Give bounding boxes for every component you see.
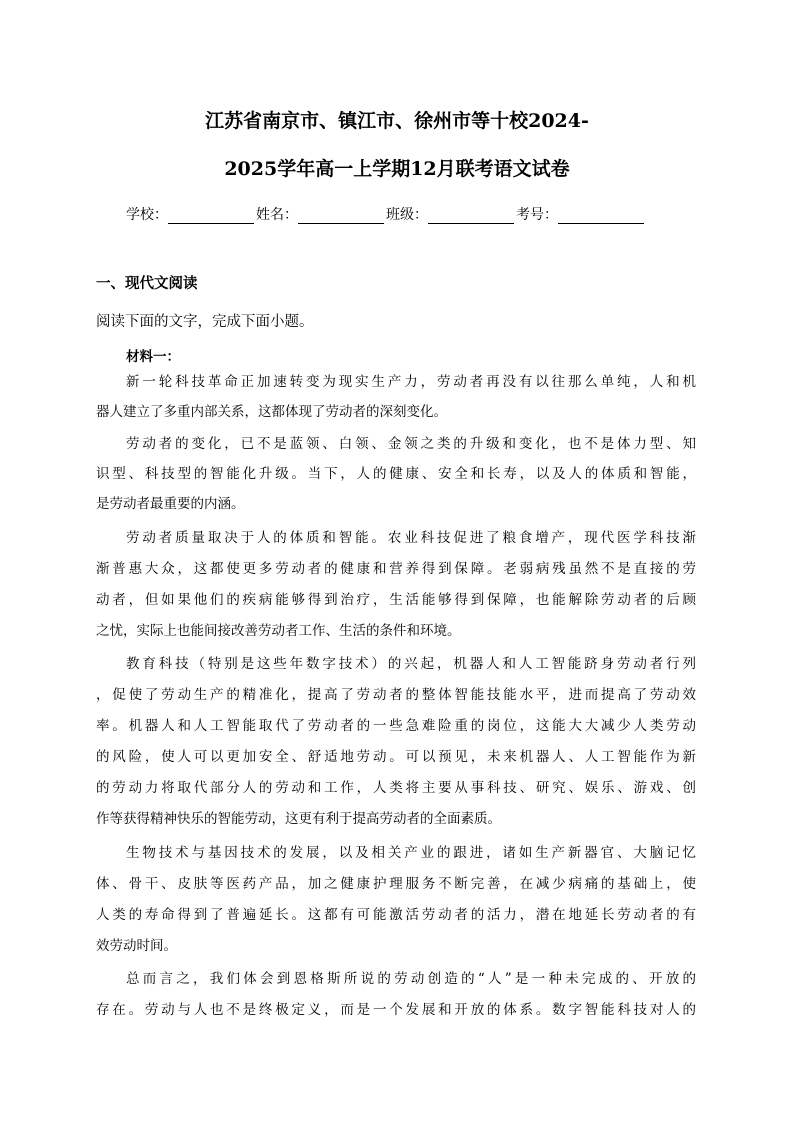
- text-line: 存在。劳动与人也不是终极定义，而是一个发展和开放的体系。数字智能科技对人的: [96, 1002, 696, 1018]
- text-line: 新一轮科技革命正加速转变为现实生产力，劳动者再没有以往那么单纯，人和机: [126, 374, 696, 390]
- text-line: 劳动者的变化，已不是蓝领、白领、金领之类的升级和变化，也不是体力型、知: [126, 436, 696, 452]
- text-line: 作等获得精神快乐的智能劳动，这更有利于提高劳动者的全面素质。: [96, 811, 501, 827]
- name-blank[interactable]: [298, 209, 384, 224]
- text-line: 之忧，实际上也能间接改善劳动者工作、生活的条件和环境。: [96, 623, 461, 639]
- text-line: 效劳动时间。: [96, 938, 177, 954]
- text-line: 的风险，使人可以更加安全、舒适地劳动。可以预见，未来机器人、人工智能作为新: [96, 749, 696, 765]
- text-line: 总而言之，我们体会到恩格斯所说的劳动创造的“人”是一种未完成的、开放的: [126, 971, 696, 987]
- text-line: 渐普惠大众，这都使更多劳动者的健康和营养得到保障。老弱病残虽然不是直接的劳: [96, 561, 696, 577]
- text-line: 生物技术与基因技术的发展，以及相关产业的跟进，诸如生产新器官、大脑记忆: [126, 845, 696, 861]
- school-label: 学校：: [126, 207, 168, 223]
- text-line: 劳动者质量取决于人的体质和智能。农业科技促进了粮食增产，现代医学科技渐: [126, 530, 696, 546]
- text-line: 识型、科技型的智能化升级。当下，人的健康、安全和长寿，以及人的体质和智能，: [96, 466, 696, 482]
- class-field: [386, 204, 516, 224]
- text-line: 率。机器人和人工智能取代了劳动者的一些急难险重的岗位，这能大大减少人类劳动: [96, 718, 696, 734]
- exam-title-line-2: 2025学年高一上学期12月联考语文试卷: [224, 158, 570, 180]
- reading-instruction: 阅读下面的文字，完成下面小题。: [96, 314, 314, 330]
- section-title: 一、现代文阅读: [96, 276, 198, 292]
- text-line: 是劳动者最重要的内涵。: [96, 496, 245, 512]
- text-line: 器人建立了多重内部关系，这都体现了劳动者的深刻变化。: [96, 404, 447, 420]
- exam-title-line-1: 江苏省南京市、镇江市、徐州市等十校2024-: [205, 110, 589, 132]
- exam-no-blank[interactable]: [558, 209, 644, 224]
- text-line: 动者，但如果他们的疾病能够得到治疗，生活能够得到保障，也能解除劳动者的后顾: [96, 592, 696, 608]
- text-line: 教育科技（特别是这些年数字技术）的兴起，机器人和人工智能跻身劳动者行列: [126, 656, 696, 672]
- student-info-row: [126, 204, 646, 224]
- material-label: 材料一：: [126, 349, 180, 365]
- text-line: 人类的寿命得到了普遍延长。这都有可能激活劳动者的活力，潜在地延长劳动者的有: [96, 907, 696, 923]
- class-blank[interactable]: [428, 209, 514, 224]
- class-label: 班级：: [386, 207, 428, 223]
- school-blank[interactable]: [168, 209, 254, 224]
- school-field: [126, 204, 256, 224]
- name-field: [256, 204, 386, 224]
- text-line: ，促使了劳动生产的精准化，提高了劳动者的整体智能技能水平，进而提高了劳动效: [96, 687, 696, 703]
- text-line: 的劳动力将取代部分人的劳动和工作，人类将主要从事科技、研究、娱乐、游戏、创: [96, 780, 696, 796]
- exam-no-field: [516, 204, 646, 224]
- text-line: 体、骨干、皮肤等医药产品，加之健康护理服务不断完善，在减少病痛的基础上，使: [96, 876, 696, 892]
- name-label: 姓名：: [256, 207, 298, 223]
- exam-no-label: 考号：: [516, 207, 558, 223]
